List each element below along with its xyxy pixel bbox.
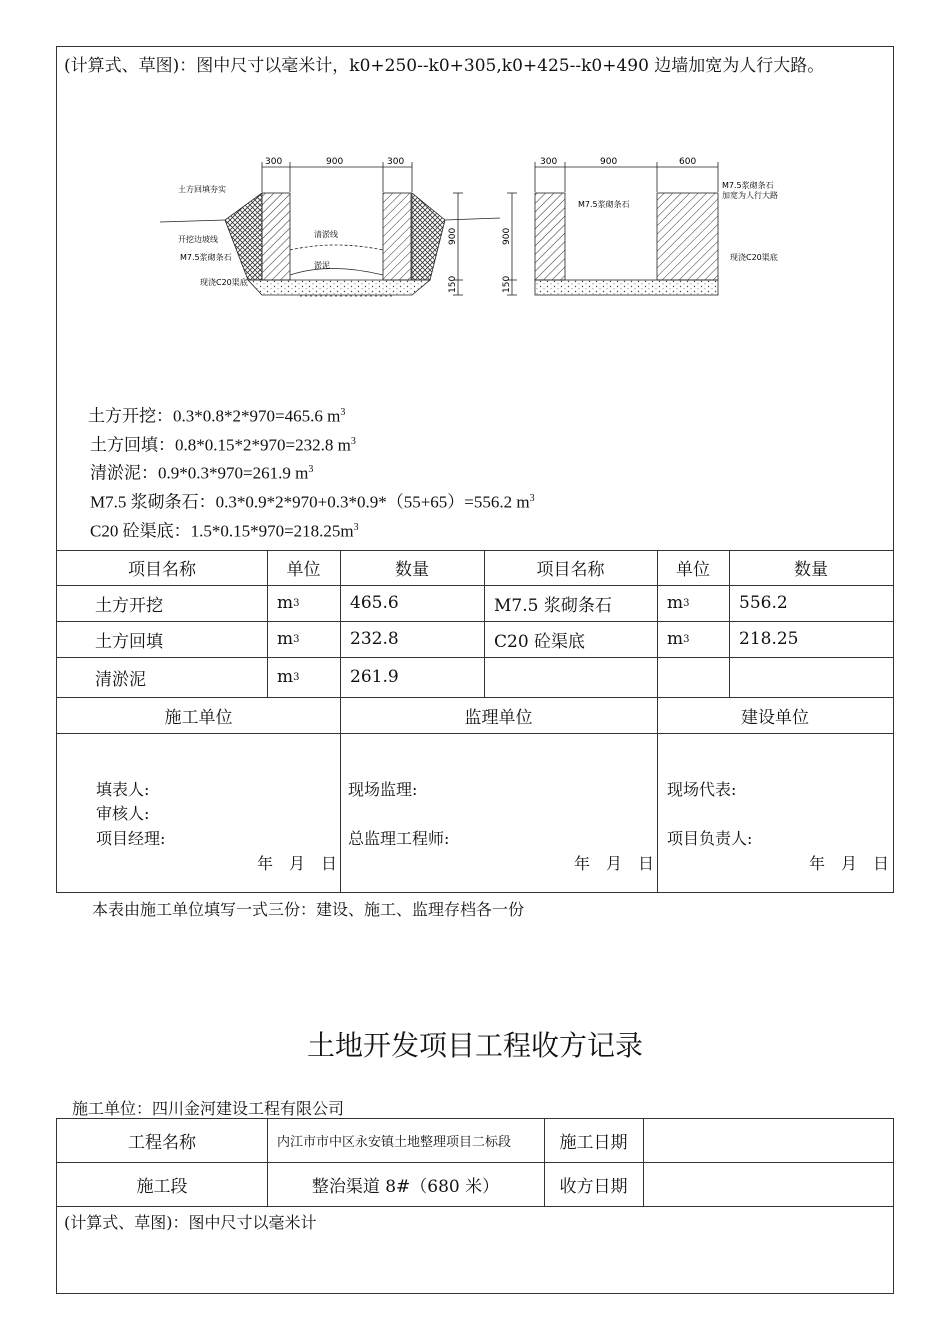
table-cell-unit: m 3 [267,621,341,658]
table-cell-qty: 556.2 [729,585,894,622]
table-cell-qty: 465.6 [340,585,485,622]
col-header-item-2: 项目名称 [484,550,658,586]
right-height-900: 900 [502,227,512,245]
sheet2-note: (计算式、草图)：图中尺寸以毫米计 [64,1213,317,1232]
calc-list [88,400,535,543]
calc-line-backfill: 土方回填：0.8*0.15*2*970=232.8 $m^3$ [90,435,356,455]
date-label: 年 月 日 [809,854,890,873]
left-dim-3: 300 [387,157,405,167]
table-cell-item: 土方回填 [56,621,268,658]
sign-header-owner: 建设单位 [657,697,894,734]
col-header-unit-1: 单位 [267,550,341,586]
sign-cell-construction [56,733,341,893]
table-cell-unit: m 3 [267,585,341,622]
calc-line-c20: C20 砼渠底：$1.5*0.15*970=218.25m^3$ [90,521,359,541]
chief-supervisor-label: 总监理工程师: [348,829,450,848]
table-cell-item: 清淤泥 [56,657,268,698]
left-dim-2: 900 [326,157,344,167]
table-cell-unit: m 3 [657,621,730,658]
date-label: 年 月 日 [574,854,655,873]
calc-line-excavation: 土方开挖：0.3*0.8*2*970=465.6 $m^3$ [88,406,346,426]
calc-line-masonry: M7.5 浆砌条石：0.3*0.9*2*970+0.3*0.9*（55+65）=556.2 $m^3$ [90,492,535,512]
left-section [160,157,500,296]
right-height-150: 150 [502,275,512,293]
label-dredge-line: 清淤线 [314,230,338,239]
construction-date-label: 施工日期 [544,1118,644,1163]
channel-cross-section-drawing [150,150,800,310]
label-c20-right: 现浇C20渠底 [730,253,778,262]
col-header-unit-2: 单位 [657,550,730,586]
project-manager-label: 项目经理: [96,829,166,848]
label-masonry-left: M7.5浆砌条石 [180,253,232,262]
sign-header-construction: 施工单位 [56,697,341,734]
left-height-900: 900 [448,227,458,245]
site-supervisor-label: 现场监理: [348,780,418,799]
calc-line-dredging: 清淤泥：0.9*0.3*970=261.9 $m^3$ [90,463,314,483]
receive-date-label: 收方日期 [544,1162,644,1207]
right-section [502,157,778,295]
left-dim-1: 300 [265,157,283,167]
label-silt: 淤泥 [314,261,330,270]
col-header-qty-1: 数量 [340,550,485,586]
right-dim-3: 600 [679,157,697,167]
label-widened-road: 加宽为人行大路 [722,191,778,200]
table-cell-item: M7.5 浆砌条石 [484,585,658,622]
project-name-value: 内江市市中区永安镇土地整理项目二标段 [267,1118,545,1163]
label-masonry-right-1: M7.5浆砌条石 [578,200,630,209]
receive-date-value[interactable] [643,1162,894,1207]
table-cell-qty [729,657,894,698]
company-line: 施工单位：四川金河建设工程有限公司 [72,1099,345,1118]
sign-cell-supervision [340,733,658,893]
footnote: 本表由施工单位填写一式三份：建设、施工、监理存档各一份 [92,900,525,919]
label-excavation-slope: 开挖边坡线 [178,235,218,244]
reviewer-label: 审核人: [96,804,150,823]
project-leader-label: 项目负责人: [667,829,753,848]
date-label: 年 月 日 [257,854,338,873]
table-cell-item: C20 砼渠底 [484,621,658,658]
col-header-item-1: 项目名称 [56,550,268,586]
site-representative-label: 现场代表: [667,780,737,799]
label-c20-left: 现浇C20渠底 [200,278,248,287]
project-name-label: 工程名称 [56,1118,268,1163]
table-cell-unit: m 3 [657,585,730,622]
table-cell-qty: 218.25 [729,621,894,658]
page-title: 土地开发项目工程收方记录 [306,1029,643,1062]
sign-cell-owner [657,733,894,893]
right-dim-1: 300 [540,157,558,167]
label-masonry-right-2: M7.5浆砌条石 [722,181,774,190]
sign-header-supervision: 监理单位 [340,697,658,734]
section-label: 施工段 [56,1162,268,1207]
section-value: 整治渠道 8#（680 米） [267,1162,545,1207]
construction-date-value[interactable] [643,1118,894,1163]
right-dim-2: 900 [600,157,618,167]
table-cell-qty: 232.8 [340,621,485,658]
left-height-150: 150 [448,275,458,293]
filler-label: 填表人: [96,780,150,799]
table-cell-unit: m 3 [267,657,341,698]
table-cell-item: 土方开挖 [56,585,268,622]
table-cell-item [484,657,658,698]
col-header-qty-2: 数量 [729,550,894,586]
sketch-header-note: (计算式、草图)：图中尺寸以毫米计，k0+250--k0+305,k0+425--k0+490 边墙加宽为人行大路。 [64,56,825,76]
label-backfill: 土方回填夯实 [178,185,226,194]
table-cell-qty: 261.9 [340,657,485,698]
table-cell-unit [657,657,730,698]
